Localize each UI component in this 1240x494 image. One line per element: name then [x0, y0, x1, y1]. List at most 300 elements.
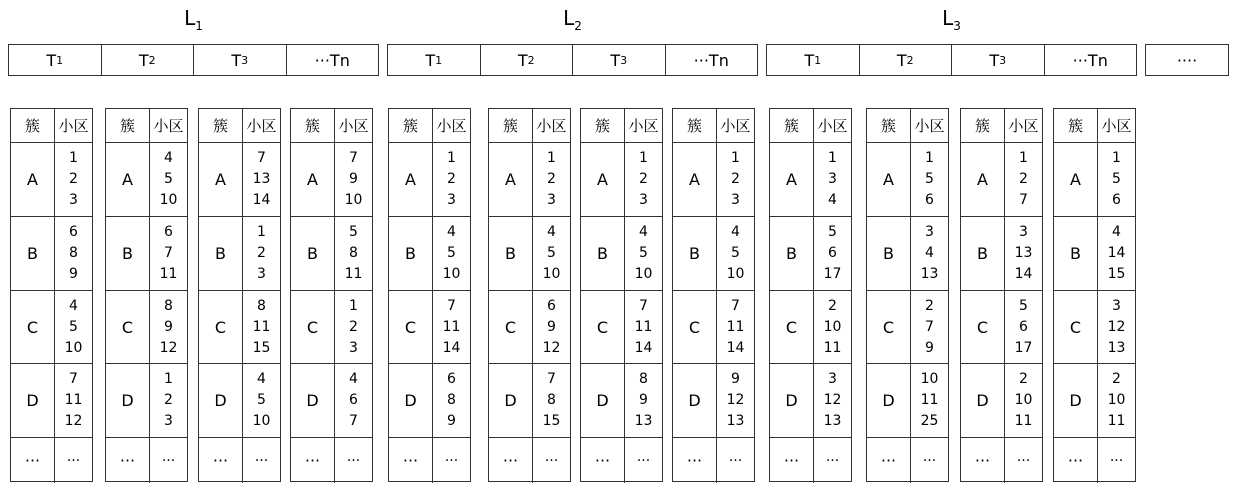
table-row: [961, 364, 1042, 438]
table-row: [489, 143, 570, 217]
cell-id: 11: [252, 318, 271, 335]
cluster-name: C: [770, 291, 814, 363]
cluster-column-header: 簇: [961, 109, 1005, 142]
cell-id: 2: [731, 171, 740, 187]
cluster-name: D: [489, 364, 533, 437]
cell-id-list: [345, 148, 363, 211]
cluster-name: A: [1054, 143, 1098, 216]
time-slot: T 2: [481, 45, 574, 75]
cell-id: 6: [447, 371, 456, 387]
cell-id: 1: [1112, 150, 1121, 166]
cell-ids: [1098, 364, 1135, 437]
cluster-name: B: [673, 217, 717, 290]
cell-id: 3: [639, 192, 648, 208]
time-slot: T 2: [102, 45, 195, 75]
cell-column-header: 小区: [436, 117, 467, 135]
cell-id: 7: [547, 371, 556, 387]
cluster-name: C: [961, 291, 1005, 363]
cell-column-header: 小区: [720, 117, 751, 135]
cluster-name: B: [1054, 217, 1098, 290]
table-row: [673, 364, 754, 438]
cluster-table: [488, 108, 571, 482]
cell-id: 6: [828, 245, 837, 261]
cluster-name: C: [489, 291, 533, 363]
cell-id: 6: [925, 192, 934, 208]
table-header-row: [673, 109, 754, 143]
cell-id: 10: [64, 339, 83, 356]
cell-ids: [335, 143, 372, 216]
cluster-name: D: [106, 364, 150, 437]
cell-ids: [150, 217, 187, 290]
cluster-column-header: 簇: [867, 109, 911, 142]
cluster-name: C: [11, 291, 55, 363]
cluster-name: D: [673, 364, 717, 437]
cell-id: 9: [349, 171, 358, 187]
cluster-table: [105, 108, 188, 482]
cell-id: 12: [159, 339, 178, 356]
cell-column-header: 小区: [817, 117, 848, 135]
cell-id: 8: [69, 245, 78, 261]
table-header-row: [867, 109, 948, 143]
cluster-table: [960, 108, 1043, 482]
cell-id-list: [1015, 222, 1033, 285]
table-header-row: [11, 109, 92, 143]
ellipsis: ···: [770, 438, 814, 483]
ellipsis: ···: [254, 452, 269, 469]
cell-id: 4: [164, 150, 173, 166]
time-slot-bar: [387, 44, 758, 76]
cell-id: 2: [257, 245, 266, 261]
cell-ids: [433, 291, 470, 363]
cell-id: 2: [69, 171, 78, 187]
table-row: [199, 217, 280, 291]
time-slot: T 3: [952, 45, 1045, 75]
cell-ids: [150, 364, 187, 437]
time-slot: T 1: [767, 45, 860, 75]
cell-id: 14: [726, 339, 745, 356]
cell-id: 3: [69, 192, 78, 208]
cell-id: 5: [828, 224, 837, 240]
cell-id-list: [443, 296, 461, 359]
cell-id: 1: [257, 224, 266, 240]
time-slot: T 1: [388, 45, 481, 75]
cell-id: 13: [920, 266, 939, 282]
cell-id: 3: [447, 192, 456, 208]
cell-id: 4: [1112, 224, 1121, 240]
cell-column-header: 小区: [338, 117, 369, 135]
ellipsis: ···: [106, 438, 150, 483]
cell-id: 6: [1112, 192, 1121, 208]
cell-id: 8: [639, 371, 648, 387]
time-slot: T 2: [860, 45, 953, 75]
cell-id-list: [160, 296, 178, 359]
cell-id: 11: [159, 266, 178, 282]
cell-id: 10: [726, 266, 745, 282]
table-row: [11, 291, 92, 364]
table-row: [961, 291, 1042, 364]
table-header-row: [1054, 109, 1135, 143]
table-row: [581, 143, 662, 217]
cell-ids: [55, 364, 92, 437]
cell-id-list: [160, 222, 178, 285]
cell-ids: [717, 291, 754, 363]
cell-ids: [243, 364, 280, 437]
cell-ids: [533, 217, 570, 290]
cell-id-list: [635, 222, 653, 285]
cell-id-list: [925, 296, 934, 359]
table-row: [673, 291, 754, 364]
cell-id: 12: [64, 413, 83, 429]
cell-column-header: 小区: [1008, 117, 1039, 135]
table-header-row: [581, 109, 662, 143]
cell-id: 15: [1107, 266, 1126, 282]
table-row: [770, 143, 851, 217]
table-row: [581, 291, 662, 364]
cluster-name: B: [581, 217, 625, 290]
table-row: [489, 364, 570, 438]
table-row: [489, 217, 570, 291]
ellipsis-row: [11, 438, 92, 483]
cell-id: 11: [64, 392, 83, 408]
cluster-name: A: [291, 143, 335, 216]
cell-id: 10: [344, 192, 363, 208]
cell-id-list: [1108, 296, 1126, 359]
cell-id: 10: [442, 266, 461, 282]
cell-id-list: [1015, 296, 1033, 359]
cell-ids: [55, 291, 92, 363]
cell-id: 11: [726, 318, 745, 335]
cell-id: 4: [828, 192, 837, 208]
cell-column-header: 小区: [536, 117, 567, 135]
cluster-name: C: [867, 291, 911, 363]
cell-id: 5: [1019, 297, 1028, 314]
cell-ids: [55, 143, 92, 216]
ellipsis-row: [199, 438, 280, 483]
cluster-name: C: [581, 291, 625, 363]
cell-id: 3: [1112, 297, 1121, 314]
cell-id: 9: [447, 413, 456, 429]
cell-ids: [911, 364, 948, 437]
cell-id: 5: [547, 245, 556, 261]
cell-id: 11: [823, 339, 842, 356]
cluster-name: D: [770, 364, 814, 437]
cell-id: 9: [925, 339, 934, 356]
cell-ids: [335, 217, 372, 290]
cell-id: 5: [731, 245, 740, 261]
cell-id: 4: [349, 371, 358, 387]
table-row: [106, 364, 187, 438]
cell-ids: [625, 143, 662, 216]
cluster-name: B: [489, 217, 533, 290]
cluster-name: D: [581, 364, 625, 437]
cluster-table: [672, 108, 755, 482]
table-row: [673, 143, 754, 217]
cell-id: 11: [1014, 413, 1033, 429]
cell-ids: [150, 143, 187, 216]
cell-id: 2: [447, 171, 456, 187]
cell-id-list: [253, 148, 271, 211]
cell-id-list: [1108, 369, 1126, 432]
ellipsis-row: [961, 438, 1042, 483]
cell-ids: [814, 291, 851, 363]
cluster-name: C: [291, 291, 335, 363]
cluster-name: A: [106, 143, 150, 216]
cell-id: 2: [639, 171, 648, 187]
cell-id: 1: [1019, 150, 1028, 166]
cluster-name: C: [389, 291, 433, 363]
cell-id-list: [1019, 148, 1028, 211]
cell-id: 11: [344, 266, 363, 282]
ellipsis-row: [106, 438, 187, 483]
cell-ids: [717, 143, 754, 216]
cluster-name: C: [1054, 291, 1098, 363]
cell-id-list: [69, 148, 78, 211]
cell-id: 5: [69, 318, 78, 335]
cell-id: 10: [1014, 392, 1033, 408]
cell-id: 5: [1112, 171, 1121, 187]
cell-id: 5: [164, 171, 173, 187]
cell-id-list: [824, 296, 842, 359]
cell-id-list: [447, 148, 456, 211]
table-row: [291, 291, 372, 364]
cell-id: 13: [726, 413, 745, 429]
table-row: [199, 291, 280, 364]
cell-id: 2: [1019, 171, 1028, 187]
cell-id: 14: [1107, 245, 1126, 261]
time-slot: T 3: [573, 45, 666, 75]
cluster-table: [866, 108, 949, 482]
cluster-column-header: 簇: [106, 109, 150, 142]
cell-id: 13: [252, 171, 271, 187]
cluster-column-header: 簇: [581, 109, 625, 142]
cell-column-header: 小区: [153, 117, 184, 135]
ellipsis: ···: [961, 438, 1005, 483]
cluster-name: B: [770, 217, 814, 290]
cell-id-list: [828, 148, 837, 211]
cell-id: 8: [164, 297, 173, 314]
table-row: [581, 217, 662, 291]
cell-ids: [1098, 291, 1135, 363]
cell-id: 6: [349, 392, 358, 408]
cell-id-list: [65, 296, 83, 359]
cell-id: 4: [447, 224, 456, 240]
ellipsis-row: [770, 438, 851, 483]
cluster-name: A: [961, 143, 1005, 216]
cell-ids: [243, 217, 280, 290]
cell-ids: [1005, 291, 1042, 363]
cell-id: 8: [257, 297, 266, 314]
cell-id: 13: [823, 413, 842, 429]
cell-id: 1: [69, 150, 78, 166]
cell-id: 8: [447, 392, 456, 408]
cell-id-list: [1108, 222, 1126, 285]
cluster-name: B: [389, 217, 433, 290]
cell-id: 4: [731, 224, 740, 240]
ellipsis: ···: [867, 438, 911, 483]
cell-id: 3: [1019, 224, 1028, 240]
cell-id: 14: [1014, 266, 1033, 282]
cell-id-list: [253, 296, 271, 359]
cell-column-header: 小区: [1101, 117, 1132, 135]
cell-id-list: [921, 222, 939, 285]
ellipsis: ···: [161, 452, 176, 469]
cell-id: 2: [828, 297, 837, 314]
cell-id: 7: [257, 150, 266, 166]
ellipsis: ···: [11, 438, 55, 483]
cell-column-header: 小区: [628, 117, 659, 135]
cell-ids: [433, 364, 470, 437]
cell-id: 6: [547, 297, 556, 314]
ellipsis: ···: [444, 452, 459, 469]
cell-id-list: [447, 369, 456, 432]
cell-id: 6: [164, 224, 173, 240]
cell-id: 7: [69, 371, 78, 387]
cell-id: 12: [823, 392, 842, 408]
cluster-name: D: [11, 364, 55, 437]
cell-id-list: [1112, 148, 1121, 211]
cell-id: 3: [547, 192, 556, 208]
table-row: [389, 217, 470, 291]
ellipsis: ···: [346, 452, 361, 469]
cluster-table: [580, 108, 663, 482]
table-row: [961, 217, 1042, 291]
table-header-row: [199, 109, 280, 143]
table-row: [770, 364, 851, 438]
cluster-table: [198, 108, 281, 482]
cell-id: 5: [925, 171, 934, 187]
cell-id: 3: [164, 413, 173, 429]
cell-column-header: 小区: [914, 117, 945, 135]
cell-id-list: [547, 148, 556, 211]
cell-id: 13: [634, 413, 653, 429]
ellipsis-row: [389, 438, 470, 483]
cell-id: 14: [634, 339, 653, 356]
cell-id: 3: [828, 371, 837, 387]
cell-ids: [625, 217, 662, 290]
cell-id: 7: [925, 318, 934, 335]
ellipsis: ···: [825, 452, 840, 469]
cell-id: 10: [542, 266, 561, 282]
table-row: [867, 217, 948, 291]
cluster-name: C: [673, 291, 717, 363]
cell-id-list: [925, 148, 934, 211]
cell-id-list: [160, 148, 178, 211]
ellipsis-row: [1054, 438, 1135, 483]
cell-id-list: [164, 369, 173, 432]
cell-id: 13: [1107, 339, 1126, 356]
table-row: [1054, 291, 1135, 364]
cell-id: 7: [731, 297, 740, 314]
cell-id-list: [345, 222, 363, 285]
cell-id: 10: [823, 318, 842, 335]
cell-id: 8: [349, 245, 358, 261]
cluster-name: D: [389, 364, 433, 437]
cell-id: 10: [252, 413, 271, 429]
cluster-table: [769, 108, 852, 482]
cell-id-list: [69, 222, 78, 285]
ellipsis-row: [291, 438, 372, 483]
cell-ids: [433, 217, 470, 290]
cell-id: 17: [823, 266, 842, 282]
cell-id-list: [543, 222, 561, 285]
time-slot: T 3: [194, 45, 287, 75]
table-header-row: [291, 109, 372, 143]
cell-id-list: [824, 369, 842, 432]
cell-id: 3: [257, 266, 266, 282]
cluster-table: [290, 108, 373, 482]
cluster-column-header: 簇: [389, 109, 433, 142]
time-slot: ···Tn: [314, 50, 350, 70]
cluster-name: B: [961, 217, 1005, 290]
cell-id-list: [349, 296, 358, 359]
ellipsis-row: [867, 438, 948, 483]
cell-id: 11: [920, 392, 939, 408]
group-label: $L_3$: [942, 6, 961, 33]
cell-id: 1: [731, 150, 740, 166]
ellipsis: ···: [389, 438, 433, 483]
cell-ids: [1098, 143, 1135, 216]
table-row: [770, 291, 851, 364]
cell-id: 4: [547, 224, 556, 240]
cell-id: 2: [547, 171, 556, 187]
cell-id: 2: [1112, 371, 1121, 387]
cell-id: 1: [547, 150, 556, 166]
ellipsis: ···: [199, 438, 243, 483]
cell-id: 1: [349, 297, 358, 314]
table-row: [867, 364, 948, 438]
table-row: [291, 364, 372, 438]
cell-ids: [533, 364, 570, 437]
cluster-name: C: [106, 291, 150, 363]
cluster-name: D: [199, 364, 243, 437]
table-row: [867, 291, 948, 364]
table-row: [389, 291, 470, 364]
ellipsis: ···: [489, 438, 533, 483]
cell-id: 17: [1014, 339, 1033, 356]
table-row: [106, 217, 187, 291]
time-slot-bar: [8, 44, 379, 76]
cluster-column-header: 簇: [291, 109, 335, 142]
cell-ids: [911, 217, 948, 290]
table-row: [199, 364, 280, 438]
cell-id: 4: [639, 224, 648, 240]
time-slot: ···Tn: [1072, 50, 1108, 70]
cluster-name: C: [199, 291, 243, 363]
cell-id-list: [731, 148, 740, 211]
cluster-name: B: [11, 217, 55, 290]
cell-id-list: [639, 148, 648, 211]
cell-id: 9: [547, 318, 556, 335]
time-slot: ···Tn: [693, 50, 729, 70]
cell-ids: [911, 143, 948, 216]
ellipsis-row: [581, 438, 662, 483]
cell-id: 14: [442, 339, 461, 356]
more-box: ····: [1145, 44, 1229, 76]
cell-id: 15: [252, 339, 271, 356]
cell-ids: [717, 217, 754, 290]
cell-id: 5: [349, 224, 358, 240]
cell-id: 11: [1107, 413, 1126, 429]
cell-id: 7: [349, 413, 358, 429]
cell-id: 11: [634, 318, 653, 335]
cell-id-list: [443, 222, 461, 285]
table-row: [11, 143, 92, 217]
group-label: $L_1$: [184, 6, 203, 33]
cluster-name: D: [961, 364, 1005, 437]
cell-column-header: 小区: [58, 117, 89, 135]
table-row: [291, 217, 372, 291]
table-header-row: [389, 109, 470, 143]
